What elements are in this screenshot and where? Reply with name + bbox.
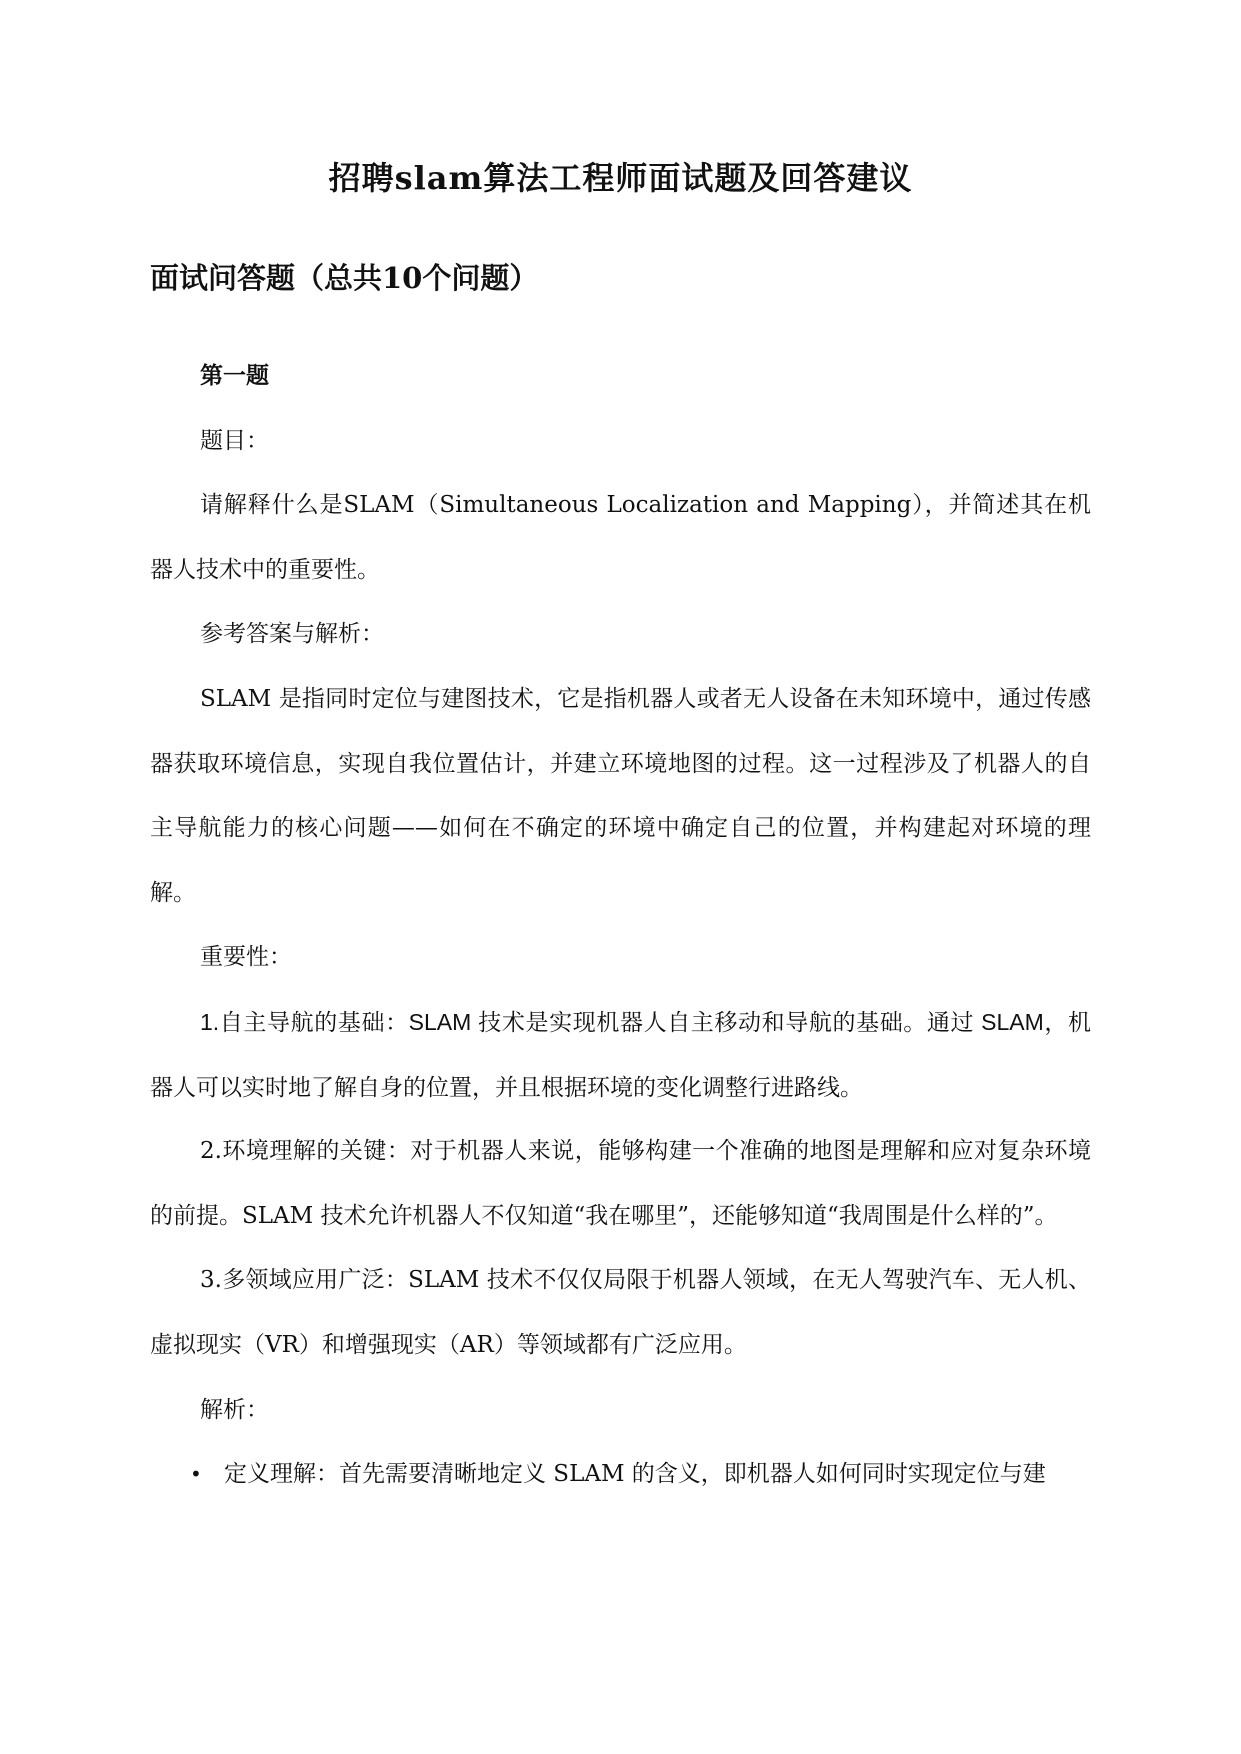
document-title: 招聘slam算法工程师面试题及回答建议: [328, 159, 913, 197]
question-number-label: 第一题: [200, 362, 269, 389]
importance-label: 重要性：: [200, 944, 292, 971]
section-heading: 面试问答题（总共10个问题）: [150, 261, 539, 295]
importance-point-2: 2.环境理解的关键：对于机器人来说，能够构建一个准确的地图是理解和应对复杂环境的前提。SLAM 技术允许机器人不仅知道“我在哪里”，还能够知道“我周围是什么样的”。: [150, 1138, 1091, 1229]
analysis-label: 解析：: [200, 1396, 269, 1423]
analysis-bullet-item: [150, 1442, 1091, 1507]
prompt-label: 题目：: [200, 427, 269, 454]
importance-point-1: 1.自主导航的基础：SLAM 技术是实现机器人自主移动和导航的基础。通过 SLAM，机器人可以实时地了解自身的位置，并且根据环境的变化调整行进路线。: [150, 1008, 1091, 1100]
importance-point-3: 3.多领域应用广泛：SLAM 技术不仅仅局限于机器人领域，在无人驾驶汽车、无人机、虚拟现实（VR）和增强现实（AR）等领域都有广泛应用。: [150, 1267, 1091, 1358]
question-content: [150, 344, 1091, 1507]
answer-label: 参考答案与解析：: [200, 621, 384, 648]
answer-text: SLAM 是指同时定位与建图技术，它是指机器人或者无人设备在未知环境中，通过传感器获取环境信息，实现自我位置估计，并建立环境地图的过程。这一过程涉及了机器人的自主导航能力的核心问题——如何在不确定的环境中确定自己的位置，并构建起对环境的理解。: [150, 685, 1091, 906]
bullet-dot-icon: •: [190, 1462, 202, 1487]
analysis-bullet-list: [150, 1442, 1091, 1507]
prompt-text: 请解释什么是SLAM（Simultaneous Localization and Mapping），并简述其在机器人技术中的重要性。: [150, 492, 1091, 583]
analysis-bullet-text: 定义理解：首先需要清晰地定义 SLAM 的含义，即机器人如何同时实现定位与建: [224, 1461, 1046, 1488]
